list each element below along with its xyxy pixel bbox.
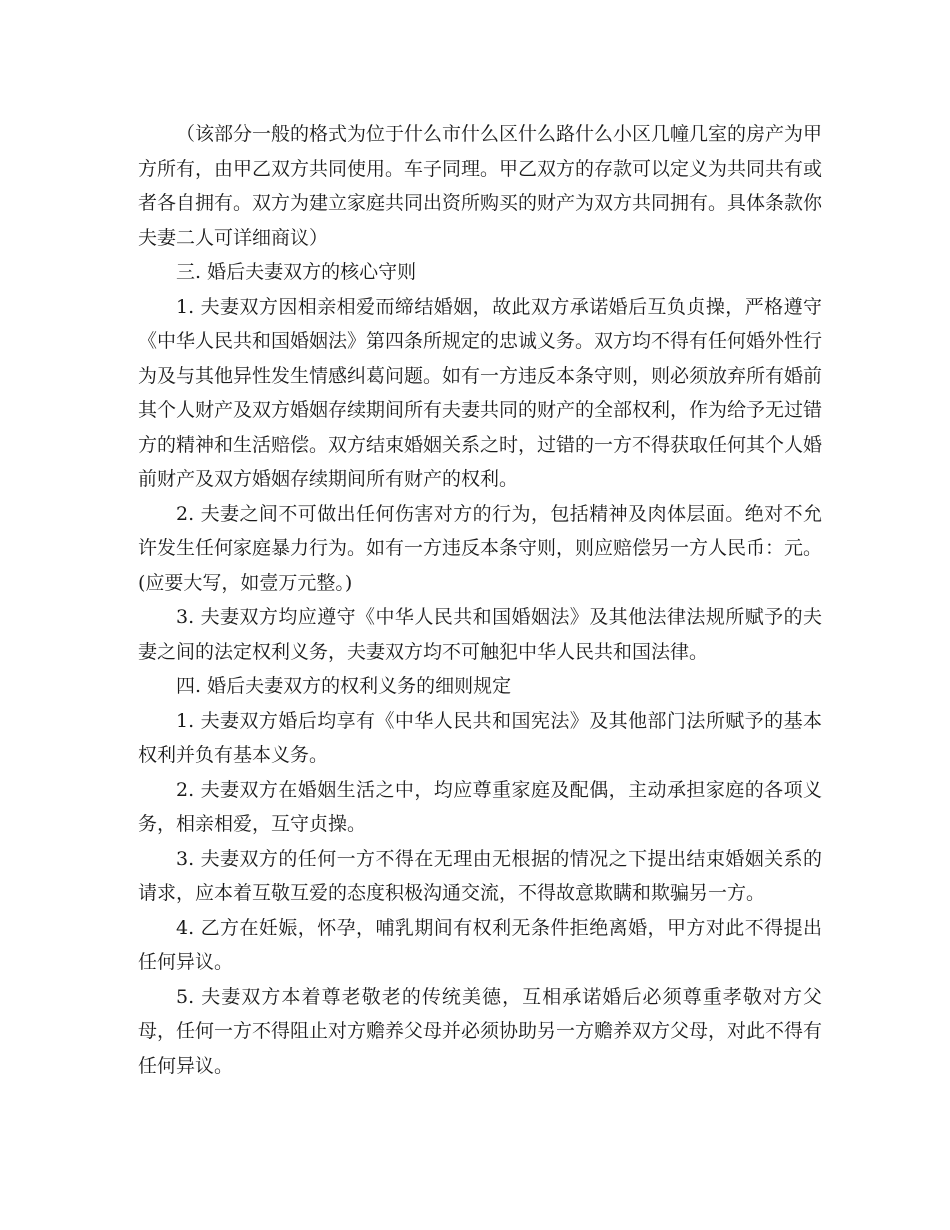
- section-heading-rights-duties: 四. 婚后夫妻双方的权利义务的细则规定: [176, 675, 512, 697]
- document-body: [138, 117, 822, 1083]
- section-heading-core-rules: 三. 婚后夫妻双方的核心守则: [176, 261, 417, 283]
- rights-rule-2: 2. 夫妻双方在婚姻生活之中，均应尊重家庭及配偶，主动承担家庭的各项义务，相亲相爱，互守贞操。: [138, 778, 822, 835]
- rights-rule-5: 5. 夫妻双方本着尊老敬老的传统美德，互相承诺婚后必须尊重孝敬对方父母，任何一方不得阻止对方赡养父母并必须协助另一方赡养双方父母，对此不得有任何异议。: [138, 985, 823, 1077]
- paragraph-property-note: （该部分一般的格式为位于什么市什么区什么路什么小区几幢几室的房产为甲方所有，由甲乙双方共同使用。车子同理。甲乙双方的存款可以定义为共同共有或者各自拥有。双方为建立家庭共同出资所购买的财产为双方共同拥有。具体条款你夫妻二人可详细商议）: [138, 123, 823, 249]
- rights-rule-3: 3. 夫妻双方的任何一方不得在无理由无根据的情况之下提出结束婚姻关系的请求，应本着互敬互爱的态度积极沟通交流，不得故意欺瞒和欺骗另一方。: [138, 847, 822, 904]
- core-rule-2: 2. 夫妻之间不可做出任何伤害对方的行为，包括精神及肉体层面。绝对不允许发生任何家庭暴力行为。如有一方违反本条守则，则应赔偿另一方人民币：元。(应要大写，如壹万元整。): [138, 502, 823, 594]
- rights-rule-1: 1. 夫妻双方婚后均享有《中华人民共和国宪法》及其他部门法所赋予的基本权利并负有基本义务。: [138, 709, 822, 766]
- core-rule-1: 1. 夫妻双方因相亲相爱而缔结婚姻，故此双方承诺婚后互负贞操，严格遵守《中华人民共和国婚姻法》第四条所规定的忠诚义务。双方均不得有任何婚外性行为及与其他异性发生情感纠葛问题。如有一方违反本条守则，则必须放弃所有婚前其个人财产及双方婚姻存续期间所有夫妻共同的财产的全部权利，作为给予无过错方的精神和生活赔偿。双方结束婚姻关系之时，过错的一方不得获取任何其个人婚前财产及双方婚姻存续期间所有财产的权利。: [138, 295, 823, 490]
- core-rule-3: 3. 夫妻双方均应遵守《中华人民共和国婚姻法》及其他法律法规所赋予的夫妻之间的法定权利义务，夫妻双方均不可触犯中华人民共和国法律。: [138, 606, 822, 663]
- rights-rule-4: 4. 乙方在妊娠，怀孕，哺乳期间有权利无条件拒绝离婚，甲方对此不得提出任何异议。: [138, 916, 822, 973]
